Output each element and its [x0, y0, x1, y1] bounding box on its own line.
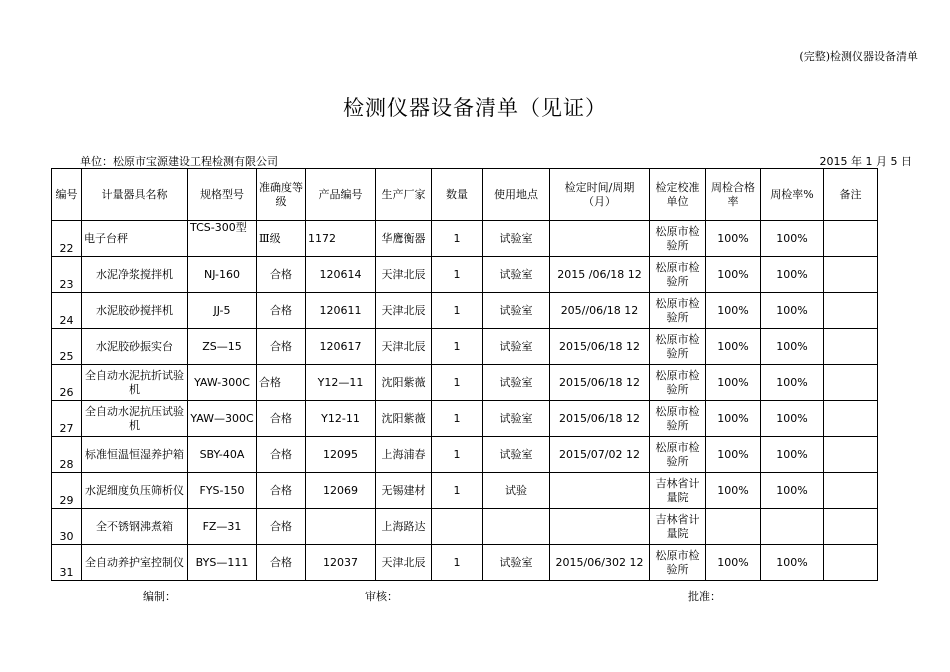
equipment-table	[51, 168, 878, 581]
calibration-period	[550, 473, 650, 509]
table-row	[52, 221, 878, 257]
model-number: FZ—31	[188, 509, 257, 545]
instrument-name: 水泥胶砂搅拌机	[82, 293, 188, 329]
accuracy-grade: 合格	[257, 473, 306, 509]
instrument-name: 水泥细度负压筛析仪	[82, 473, 188, 509]
pass-rate	[706, 509, 761, 545]
model-number: JJ-5	[188, 293, 257, 329]
table-row	[52, 329, 878, 365]
document-header: (完整)检测仪器设备清单	[799, 50, 918, 63]
remarks	[824, 401, 878, 437]
table-row	[52, 257, 878, 293]
calibration-org: 吉林省计量院	[650, 473, 706, 509]
check-rate	[761, 509, 824, 545]
calibration-period: 2015/06/302 12	[550, 545, 650, 581]
check-rate: 100%	[761, 545, 824, 581]
row-number: 26	[52, 365, 82, 401]
serial-number: 12037	[306, 545, 376, 581]
serial-number: 1172	[306, 221, 376, 257]
check-rate: 100%	[761, 365, 824, 401]
calibration-period: 2015/07/02 12	[550, 437, 650, 473]
calibration-period: 2015/06/18 12	[550, 365, 650, 401]
model-number: ZS—15	[188, 329, 257, 365]
calibration-period: 205//06/18 12	[550, 293, 650, 329]
pass-rate: 100%	[706, 293, 761, 329]
accuracy-grade: 合格	[257, 257, 306, 293]
column-header: 产品编号	[306, 169, 376, 221]
serial-number: Y12—11	[306, 365, 376, 401]
remarks	[824, 437, 878, 473]
instrument-name: 全自动养护室控制仪	[82, 545, 188, 581]
instrument-name: 全自动水泥抗折试验机	[82, 365, 188, 401]
manufacturer: 上海路达	[376, 509, 432, 545]
pass-rate: 100%	[706, 257, 761, 293]
pass-rate: 100%	[706, 473, 761, 509]
check-rate: 100%	[761, 293, 824, 329]
row-number: 31	[52, 545, 82, 581]
model-number: YAW—300C	[188, 401, 257, 437]
accuracy-grade: 合格	[257, 329, 306, 365]
document-date: 2015 年 1 月 5 日	[819, 155, 912, 168]
quantity: 1	[432, 329, 483, 365]
quantity: 1	[432, 257, 483, 293]
check-rate: 100%	[761, 257, 824, 293]
calibration-org: 松原市检验所	[650, 365, 706, 401]
column-header: 编号	[52, 169, 82, 221]
row-number: 24	[52, 293, 82, 329]
calibration-period	[550, 221, 650, 257]
serial-number	[306, 509, 376, 545]
column-header: 计量器具名称	[82, 169, 188, 221]
manufacturer: 天津北辰	[376, 293, 432, 329]
usage-location: 试验室	[483, 365, 550, 401]
usage-location: 试验室	[483, 293, 550, 329]
remarks	[824, 365, 878, 401]
manufacturer: 无锡建材	[376, 473, 432, 509]
instrument-name: 水泥净浆搅拌机	[82, 257, 188, 293]
usage-location: 试验室	[483, 257, 550, 293]
instrument-name: 电子台秤	[82, 221, 188, 257]
accuracy-grade: 合格	[257, 293, 306, 329]
serial-number: 120611	[306, 293, 376, 329]
instrument-name: 全不锈钢沸煮箱	[82, 509, 188, 545]
remarks	[824, 221, 878, 257]
quantity: 1	[432, 365, 483, 401]
reviewer-label: 审核：	[365, 590, 398, 603]
check-rate: 100%	[761, 329, 824, 365]
calibration-org: 吉林省计量院	[650, 509, 706, 545]
quantity: 1	[432, 221, 483, 257]
model-number: YAW-300C	[188, 365, 257, 401]
usage-location: 试验室	[483, 401, 550, 437]
quantity: 1	[432, 293, 483, 329]
column-header: 生产厂家	[376, 169, 432, 221]
column-header: 数量	[432, 169, 483, 221]
usage-location: 试验室	[483, 221, 550, 257]
remarks	[824, 257, 878, 293]
calibration-org: 松原市检验所	[650, 329, 706, 365]
pass-rate: 100%	[706, 545, 761, 581]
row-number: 22	[52, 221, 82, 257]
row-number: 23	[52, 257, 82, 293]
pass-rate: 100%	[706, 365, 761, 401]
manufacturer: 上海浦春	[376, 437, 432, 473]
calibration-org: 松原市检验所	[650, 257, 706, 293]
quantity: 1	[432, 473, 483, 509]
pass-rate: 100%	[706, 401, 761, 437]
calibration-org: 松原市检验所	[650, 221, 706, 257]
calibration-org: 松原市检验所	[650, 545, 706, 581]
table-row	[52, 437, 878, 473]
instrument-name: 全自动水泥抗压试验机	[82, 401, 188, 437]
usage-location: 试验	[483, 473, 550, 509]
calibration-org: 松原市检验所	[650, 437, 706, 473]
quantity: 1	[432, 437, 483, 473]
usage-location: 试验室	[483, 545, 550, 581]
row-number: 28	[52, 437, 82, 473]
serial-number: Y12-11	[306, 401, 376, 437]
manufacturer: 天津北辰	[376, 329, 432, 365]
accuracy-grade: 合格	[257, 545, 306, 581]
column-header: 使用地点	[483, 169, 550, 221]
serial-number: 12095	[306, 437, 376, 473]
pass-rate: 100%	[706, 437, 761, 473]
table-row	[52, 401, 878, 437]
serial-number: 120614	[306, 257, 376, 293]
usage-location: 试验室	[483, 437, 550, 473]
check-rate: 100%	[761, 221, 824, 257]
column-header: 检定时间/周期（月）	[550, 169, 650, 221]
unit-label: 单位：松原市宝源建设工程检测有限公司	[80, 155, 278, 168]
accuracy-grade: 合格	[257, 365, 306, 401]
manufacturer: 天津北辰	[376, 257, 432, 293]
table-row	[52, 473, 878, 509]
calibration-period	[550, 509, 650, 545]
table-row	[52, 293, 878, 329]
table-row	[52, 545, 878, 581]
remarks	[824, 293, 878, 329]
serial-number: 120617	[306, 329, 376, 365]
row-number: 29	[52, 473, 82, 509]
calibration-period: 2015/06/18 12	[550, 329, 650, 365]
instrument-name: 水泥胶砂振实台	[82, 329, 188, 365]
check-rate: 100%	[761, 401, 824, 437]
remarks	[824, 329, 878, 365]
column-header: 规格型号	[188, 169, 257, 221]
column-header: 周检率%	[761, 169, 824, 221]
calibration-period: 2015/06/18 12	[550, 401, 650, 437]
model-number: NJ-160	[188, 257, 257, 293]
manufacturer: 沈阳紫薇	[376, 401, 432, 437]
editor-label: 编制：	[143, 590, 176, 603]
calibration-org: 松原市检验所	[650, 293, 706, 329]
accuracy-grade: 合格	[257, 401, 306, 437]
column-header: 准确度等级	[257, 169, 306, 221]
serial-number: 12069	[306, 473, 376, 509]
row-number: 25	[52, 329, 82, 365]
row-number: 30	[52, 509, 82, 545]
check-rate: 100%	[761, 473, 824, 509]
model-number: BYS—111	[188, 545, 257, 581]
document-title: 检测仪器设备清单（见证）	[343, 96, 607, 120]
calibration-period: 2015 /06/18 12	[550, 257, 650, 293]
manufacturer: 天津北辰	[376, 545, 432, 581]
quantity: 1	[432, 545, 483, 581]
model-number: FYS-150	[188, 473, 257, 509]
quantity	[432, 509, 483, 545]
pass-rate: 100%	[706, 329, 761, 365]
model-number: SBY-40A	[188, 437, 257, 473]
table-row	[52, 509, 878, 545]
model-number: TCS-300型	[188, 221, 257, 257]
usage-location	[483, 509, 550, 545]
column-header: 检定校准单位	[650, 169, 706, 221]
calibration-org: 松原市检验所	[650, 401, 706, 437]
remarks	[824, 509, 878, 545]
instrument-name: 标准恒温恒湿养护箱	[82, 437, 188, 473]
pass-rate: 100%	[706, 221, 761, 257]
manufacturer: 沈阳紫薇	[376, 365, 432, 401]
approver-label: 批准：	[688, 590, 721, 603]
column-header: 备注	[824, 169, 878, 221]
accuracy-grade: 合格	[257, 437, 306, 473]
usage-location: 试验室	[483, 329, 550, 365]
column-header: 周检合格率	[706, 169, 761, 221]
table-header-row	[52, 169, 878, 221]
table-row	[52, 365, 878, 401]
quantity: 1	[432, 401, 483, 437]
accuracy-grade: Ⅲ级	[257, 221, 306, 257]
manufacturer: 华鹰衡器	[376, 221, 432, 257]
accuracy-grade: 合格	[257, 509, 306, 545]
check-rate: 100%	[761, 437, 824, 473]
remarks	[824, 545, 878, 581]
remarks	[824, 473, 878, 509]
row-number: 27	[52, 401, 82, 437]
